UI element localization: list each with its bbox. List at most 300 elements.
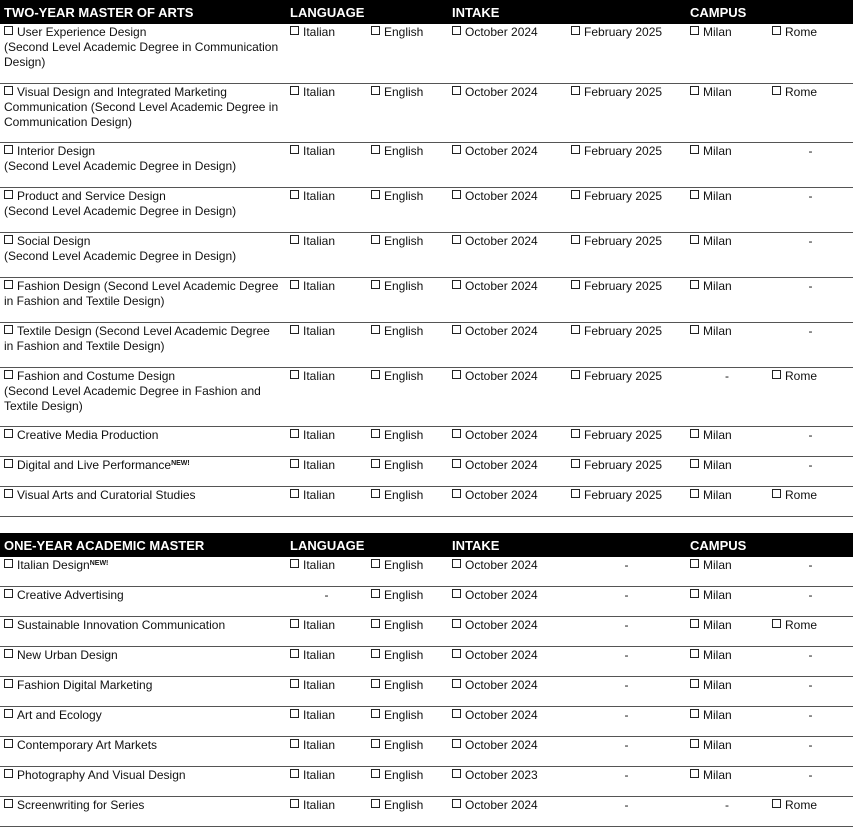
- checkbox-icon[interactable]: [452, 370, 461, 379]
- intake2-cell: [567, 767, 686, 797]
- campus1-label: Milan: [703, 427, 732, 442]
- checkbox-icon[interactable]: [690, 489, 699, 498]
- lang1-cell: [286, 767, 367, 797]
- program-cell: [0, 277, 286, 322]
- checkbox-icon[interactable]: [371, 190, 380, 199]
- checkbox-icon[interactable]: [290, 619, 299, 628]
- empty-dash: -: [808, 278, 813, 293]
- intake2-cell: [567, 83, 686, 142]
- checkbox-icon[interactable]: [290, 679, 299, 688]
- checkbox-icon[interactable]: [772, 86, 781, 95]
- checkbox-icon[interactable]: [571, 86, 580, 95]
- checkbox-icon[interactable]: [452, 589, 461, 598]
- checkbox-icon[interactable]: [772, 619, 781, 628]
- checkbox-icon[interactable]: [290, 370, 299, 379]
- campus1-cell: [686, 797, 768, 827]
- program-cell: [0, 486, 286, 516]
- empty-dash: -: [808, 143, 813, 158]
- intake2-cell: [567, 232, 686, 277]
- campus1-cell: [686, 486, 768, 516]
- checkbox-icon[interactable]: [571, 370, 580, 379]
- program-name: Visual Design and Integrated Marketing Communication (Second Level Academic Degree in Communication Design): [4, 84, 279, 129]
- program-name: New Urban Design: [17, 648, 118, 662]
- campus1-label: Milan: [703, 25, 732, 39]
- empty-dash: -: [624, 738, 629, 752]
- program-name: (Second Level Academic Degree in Design): [4, 203, 237, 218]
- program-cell: [0, 24, 286, 83]
- lang1-cell: [286, 486, 367, 516]
- intake1-cell: [448, 707, 567, 737]
- checkbox-icon[interactable]: [4, 325, 13, 334]
- checkbox-icon[interactable]: [452, 679, 461, 688]
- campus2-cell: [768, 322, 853, 367]
- intake1-cell: [448, 737, 567, 767]
- checkbox-icon[interactable]: [571, 190, 580, 199]
- campus2-cell: [768, 142, 853, 187]
- intake2-cell: [567, 737, 686, 767]
- intake1-label: October 2024: [465, 278, 538, 293]
- intake1-label: October 2024: [465, 708, 538, 722]
- intake1-cell: [448, 426, 567, 456]
- intake1-cell: [448, 456, 567, 486]
- checkbox-icon[interactable]: [452, 709, 461, 718]
- program-cell: [0, 322, 286, 367]
- checkbox-icon[interactable]: [452, 559, 461, 568]
- checkbox-icon[interactable]: [371, 280, 380, 289]
- campus1-cell: [686, 322, 768, 367]
- intake1-cell: [448, 277, 567, 322]
- intake1-cell: [448, 367, 567, 426]
- lang2-cell: [367, 486, 448, 516]
- campus1-cell: [686, 557, 768, 587]
- campus1-label: Milan: [703, 233, 732, 248]
- campus2-cell: [768, 456, 853, 486]
- checkbox-icon[interactable]: [371, 145, 380, 154]
- campus1-cell: [686, 426, 768, 456]
- campus2-cell: [768, 767, 853, 797]
- checkbox-icon[interactable]: [452, 769, 461, 778]
- checkbox-icon[interactable]: [452, 619, 461, 628]
- checkbox-icon[interactable]: [290, 325, 299, 334]
- empty-dash: -: [808, 768, 813, 782]
- lang1-cell: [286, 367, 367, 426]
- campus2-cell: [768, 617, 853, 647]
- lang1-cell: [286, 587, 367, 617]
- checkbox-icon[interactable]: [371, 679, 380, 688]
- checkbox-icon[interactable]: [4, 489, 13, 498]
- intake1-cell: [448, 767, 567, 797]
- intake1-cell: [448, 322, 567, 367]
- checkbox-icon[interactable]: [452, 429, 461, 438]
- campus1-label: Milan: [703, 678, 732, 692]
- checkbox-icon[interactable]: [690, 739, 699, 748]
- checkbox-icon[interactable]: [290, 190, 299, 199]
- checkbox-icon[interactable]: [290, 459, 299, 468]
- checkbox-icon[interactable]: [371, 769, 380, 778]
- intake2-cell: [567, 142, 686, 187]
- lang2-label: English: [384, 368, 424, 383]
- checkbox-icon[interactable]: [290, 739, 299, 748]
- program-name: Fashion Digital Marketing: [17, 678, 153, 692]
- table-row: [0, 83, 853, 142]
- checkbox-icon[interactable]: [452, 649, 461, 658]
- checkbox-icon[interactable]: [371, 86, 380, 95]
- lang2-label: English: [384, 25, 424, 39]
- intake1-cell: [448, 142, 567, 187]
- checkbox-icon[interactable]: [571, 280, 580, 289]
- lang2-label: English: [384, 768, 424, 782]
- program-name: Visual Arts and Curatorial Studies: [17, 487, 196, 502]
- intake2-cell: [567, 587, 686, 617]
- intake1-label: October 2024: [465, 188, 538, 203]
- intake1-cell: [448, 677, 567, 707]
- checkbox-icon[interactable]: [4, 619, 13, 628]
- empty-dash: -: [808, 188, 813, 203]
- lang2-label: English: [384, 798, 424, 812]
- intake1-label: October 2024: [465, 233, 538, 248]
- campus1-label: Milan: [703, 618, 732, 632]
- checkbox-icon[interactable]: [290, 769, 299, 778]
- intake2-label: February 2025: [584, 487, 663, 502]
- lang1-cell: [286, 187, 367, 232]
- intake1-label: October 2024: [465, 738, 538, 752]
- lang2-label: English: [384, 278, 424, 293]
- checkbox-icon[interactable]: [371, 709, 380, 718]
- checkbox-icon[interactable]: [371, 235, 380, 244]
- intake1-cell: [448, 587, 567, 617]
- campus1-cell: [686, 647, 768, 677]
- campus2-cell: [768, 647, 853, 677]
- checkbox-icon[interactable]: [452, 280, 461, 289]
- checkbox-icon[interactable]: [690, 649, 699, 658]
- lang2-cell: [367, 737, 448, 767]
- table-row: [0, 277, 853, 322]
- table-row: [0, 677, 853, 707]
- intake1-label: October 2024: [465, 557, 538, 572]
- lang1-label: Italian: [303, 798, 336, 812]
- intake1-label: October 2024: [465, 323, 538, 338]
- checkbox-icon[interactable]: [690, 429, 699, 438]
- campus1-label: Milan: [703, 588, 732, 602]
- checkbox-icon[interactable]: [4, 649, 13, 658]
- section-gap: [0, 516, 853, 533]
- checkbox-icon[interactable]: [4, 429, 13, 438]
- checkbox-icon[interactable]: [290, 235, 299, 244]
- checkbox-icon[interactable]: [772, 370, 781, 379]
- checkbox-icon[interactable]: [371, 589, 380, 598]
- checkbox-icon[interactable]: [290, 280, 299, 289]
- checkbox-icon[interactable]: [290, 799, 299, 808]
- checkbox-icon[interactable]: [690, 145, 699, 154]
- lang1-label: Italian: [303, 487, 336, 502]
- checkbox-icon[interactable]: [290, 559, 299, 568]
- lang2-cell: [367, 24, 448, 83]
- checkbox-icon[interactable]: [4, 459, 13, 468]
- campus1-label: Milan: [703, 648, 732, 662]
- lang2-label: English: [384, 427, 424, 442]
- campus1-cell: [686, 737, 768, 767]
- checkbox-icon[interactable]: [690, 459, 699, 468]
- checkbox-icon[interactable]: [690, 619, 699, 628]
- checkbox-icon[interactable]: [4, 235, 13, 244]
- intake1-label: October 2024: [465, 368, 538, 383]
- table-row: [0, 426, 853, 456]
- checkbox-icon[interactable]: [452, 459, 461, 468]
- campus2-cell: [768, 83, 853, 142]
- campus2-cell: [768, 367, 853, 426]
- intake1-cell: [448, 797, 567, 827]
- table-row: [0, 587, 853, 617]
- section-header: [0, 533, 853, 557]
- empty-dash: -: [624, 708, 629, 722]
- program-name: (Second Level Academic Degree in Communication Design): [4, 40, 279, 69]
- lang2-label: English: [384, 678, 424, 692]
- checkbox-icon[interactable]: [452, 26, 461, 35]
- lang1-cell: [286, 83, 367, 142]
- checkbox-icon[interactable]: [4, 709, 13, 718]
- checkbox-icon[interactable]: [452, 739, 461, 748]
- lang2-cell: [367, 707, 448, 737]
- program-cell: [0, 456, 286, 486]
- intake2-label: February 2025: [584, 84, 663, 99]
- empty-dash: -: [725, 368, 730, 383]
- checkbox-icon[interactable]: [4, 739, 13, 748]
- checkbox-icon[interactable]: [690, 589, 699, 598]
- table-row: [0, 797, 853, 827]
- checkbox-icon[interactable]: [371, 26, 380, 35]
- checkbox-icon[interactable]: [290, 26, 299, 35]
- program-cell: [0, 187, 286, 232]
- checkbox-icon[interactable]: [690, 559, 699, 568]
- checkbox-icon[interactable]: [290, 145, 299, 154]
- lang1-cell: [286, 277, 367, 322]
- intake2-label: February 2025: [584, 323, 663, 338]
- campus1-cell: [686, 187, 768, 232]
- checkbox-icon[interactable]: [290, 709, 299, 718]
- lang2-cell: [367, 426, 448, 456]
- program-name: Product and Service Design: [17, 188, 166, 203]
- checkbox-icon[interactable]: [290, 86, 299, 95]
- checkbox-icon[interactable]: [452, 489, 461, 498]
- campus1-cell: [686, 142, 768, 187]
- campus2-cell: [768, 232, 853, 277]
- checkbox-icon[interactable]: [690, 325, 699, 334]
- campus2-label: Rome: [785, 798, 818, 812]
- empty-dash: -: [808, 588, 813, 602]
- checkbox-icon[interactable]: [371, 489, 380, 498]
- checkbox-icon[interactable]: [571, 26, 580, 35]
- campus2-label: Rome: [785, 368, 818, 383]
- lang2-cell: [367, 647, 448, 677]
- checkbox-icon[interactable]: [4, 559, 13, 568]
- checkbox-icon[interactable]: [4, 799, 13, 808]
- campus1-cell: [686, 677, 768, 707]
- intake2-label: February 2025: [584, 233, 663, 248]
- program-name: User Experience Design: [17, 25, 147, 39]
- table-row: [0, 456, 853, 486]
- checkbox-icon[interactable]: [690, 679, 699, 688]
- program-cell: [0, 426, 286, 456]
- intake1-cell: [448, 187, 567, 232]
- checkbox-icon[interactable]: [571, 325, 580, 334]
- campus1-label: Milan: [703, 143, 732, 158]
- checkbox-icon[interactable]: [571, 145, 580, 154]
- empty-dash: -: [808, 648, 813, 662]
- lang2-label: English: [384, 487, 424, 502]
- lang1-cell: [286, 737, 367, 767]
- campus2-cell: [768, 677, 853, 707]
- program-name: Screenwriting for Series: [17, 798, 145, 812]
- checkbox-icon[interactable]: [772, 26, 781, 35]
- intake1-label: October 2024: [465, 143, 538, 158]
- program-name: Italian Design: [17, 557, 90, 572]
- empty-dash: -: [725, 798, 730, 812]
- empty-dash: -: [808, 323, 813, 338]
- lang1-label: Italian: [303, 648, 336, 662]
- checkbox-icon[interactable]: [371, 799, 380, 808]
- intake2-cell: [567, 426, 686, 456]
- lang2-cell: [367, 83, 448, 142]
- checkbox-icon[interactable]: [371, 429, 380, 438]
- table-row: [0, 142, 853, 187]
- lang1-cell: [286, 797, 367, 827]
- checkbox-icon[interactable]: [690, 280, 699, 289]
- table-row: [0, 767, 853, 797]
- program-name: (Second Level Academic Degree in Fashion and Textile Design): [4, 383, 261, 413]
- lang2-cell: [367, 767, 448, 797]
- campus2-label: Rome: [785, 25, 818, 39]
- checkbox-icon[interactable]: [452, 190, 461, 199]
- lang2-cell: [367, 587, 448, 617]
- program-cell: [0, 587, 286, 617]
- checkbox-icon[interactable]: [452, 235, 461, 244]
- lang2-label: English: [384, 457, 424, 472]
- lang1-cell: [286, 707, 367, 737]
- checkbox-icon[interactable]: [371, 649, 380, 658]
- campus1-label: Milan: [703, 708, 732, 722]
- program-cell: [0, 232, 286, 277]
- program-cell: [0, 367, 286, 426]
- checkbox-icon[interactable]: [4, 589, 13, 598]
- lang1-cell: [286, 647, 367, 677]
- checkbox-icon[interactable]: [371, 619, 380, 628]
- table-row: [0, 486, 853, 516]
- checkbox-icon[interactable]: [371, 559, 380, 568]
- program-cell: [0, 677, 286, 707]
- checkbox-icon[interactable]: [690, 190, 699, 199]
- lang1-label: Italian: [303, 457, 336, 472]
- program-name: Creative Advertising: [17, 588, 124, 602]
- checkbox-icon[interactable]: [571, 489, 580, 498]
- campus1-label: Milan: [703, 557, 732, 572]
- empty-dash: -: [808, 708, 813, 722]
- checkbox-icon[interactable]: [571, 429, 580, 438]
- intake2-label: February 2025: [584, 278, 663, 293]
- checkbox-icon[interactable]: [290, 429, 299, 438]
- program-name: Art and Ecology: [17, 708, 102, 722]
- checkbox-icon[interactable]: [4, 679, 13, 688]
- program-name: (Second Level Academic Degree in Design): [4, 158, 237, 173]
- checkbox-icon[interactable]: [371, 459, 380, 468]
- checkbox-icon[interactable]: [690, 86, 699, 95]
- intake1-cell: [448, 83, 567, 142]
- checkbox-icon[interactable]: [452, 86, 461, 95]
- table-row: [0, 367, 853, 426]
- empty-dash: -: [624, 678, 629, 692]
- checkbox-icon[interactable]: [4, 145, 13, 154]
- checkbox-icon[interactable]: [4, 370, 13, 379]
- program-cell: [0, 767, 286, 797]
- lang2-label: English: [384, 233, 424, 248]
- lang1-cell: [286, 232, 367, 277]
- lang2-cell: [367, 187, 448, 232]
- program-cell: [0, 617, 286, 647]
- checkbox-icon[interactable]: [290, 649, 299, 658]
- lang2-label: English: [384, 648, 424, 662]
- checkbox-icon[interactable]: [290, 489, 299, 498]
- empty-dash: -: [324, 588, 329, 602]
- intake1-label: October 2024: [465, 588, 538, 602]
- campus2-cell: [768, 797, 853, 827]
- intake1-cell: [448, 617, 567, 647]
- checkbox-icon[interactable]: [690, 769, 699, 778]
- lang2-cell: [367, 617, 448, 647]
- checkbox-icon[interactable]: [772, 799, 781, 808]
- checkbox-icon[interactable]: [690, 709, 699, 718]
- intake1-label: October 2024: [465, 427, 538, 442]
- checkbox-icon[interactable]: [4, 86, 13, 95]
- checkbox-icon[interactable]: [452, 325, 461, 334]
- lang2-label: English: [384, 188, 424, 203]
- checkbox-icon[interactable]: [371, 325, 380, 334]
- empty-dash: -: [808, 233, 813, 248]
- empty-dash: -: [624, 798, 629, 812]
- lang2-label: English: [384, 323, 424, 338]
- checkbox-icon[interactable]: [4, 26, 13, 35]
- header-campus: CAMPUS: [686, 0, 853, 24]
- intake1-label: October 2024: [465, 798, 538, 812]
- campus2-label: Rome: [785, 84, 818, 99]
- checkbox-icon[interactable]: [371, 370, 380, 379]
- checkbox-icon[interactable]: [571, 235, 580, 244]
- table-row: [0, 557, 853, 587]
- checkbox-icon[interactable]: [690, 235, 699, 244]
- checkbox-icon[interactable]: [452, 799, 461, 808]
- intake2-cell: [567, 187, 686, 232]
- intake2-label: February 2025: [584, 25, 663, 39]
- intake1-label: October 2024: [465, 678, 538, 692]
- intake2-cell: [567, 322, 686, 367]
- campus2-label: Rome: [785, 487, 818, 502]
- checkbox-icon[interactable]: [4, 769, 13, 778]
- lang2-cell: [367, 456, 448, 486]
- campus2-cell: [768, 486, 853, 516]
- intake2-cell: [567, 797, 686, 827]
- checkbox-icon[interactable]: [772, 489, 781, 498]
- checkbox-icon[interactable]: [690, 26, 699, 35]
- campus1-cell: [686, 277, 768, 322]
- program-name: Textile Design (Second Level Academic Degree in Fashion and Textile Design): [4, 323, 270, 353]
- checkbox-icon[interactable]: [371, 739, 380, 748]
- checkbox-icon[interactable]: [4, 190, 13, 199]
- checkbox-icon[interactable]: [4, 280, 13, 289]
- intake2-cell: [567, 557, 686, 587]
- lang2-cell: [367, 677, 448, 707]
- intake1-cell: [448, 486, 567, 516]
- checkbox-icon[interactable]: [571, 459, 580, 468]
- lang1-label: Italian: [303, 768, 336, 782]
- checkbox-icon[interactable]: [452, 145, 461, 154]
